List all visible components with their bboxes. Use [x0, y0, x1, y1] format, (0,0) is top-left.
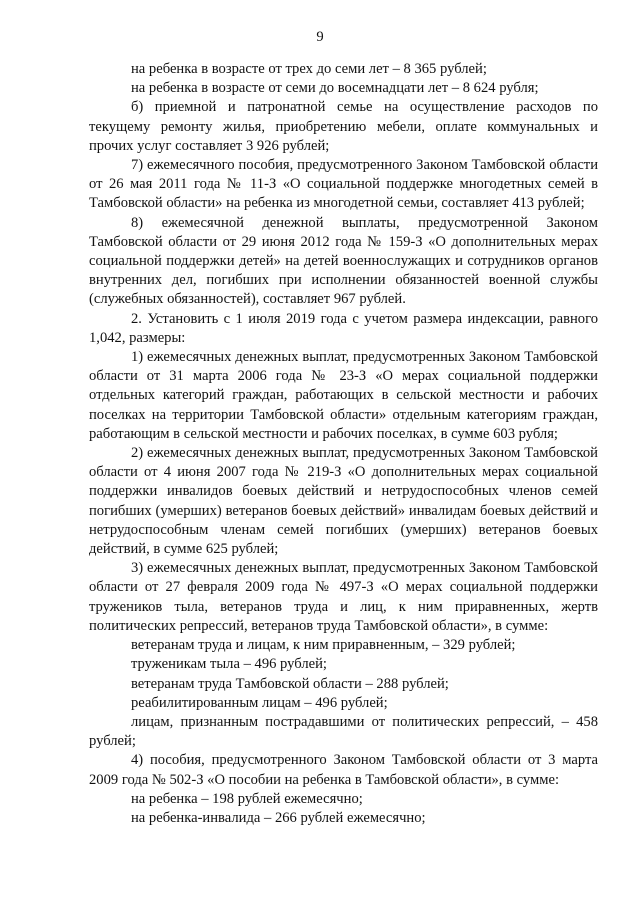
paragraph: 8) ежемесячной денежной выплаты, предусмотренной Законом Тамбовской области от 29 июня 2012 года № 159-З «О дополнительных мерах социальной поддержки детей» на детей военнослужащих и сотрудников органов внутренних дел, погибших при исполнении обязанностей военной службы (служебных обязанностей), составляет 967 рублей.	[89, 214, 598, 308]
paragraph: 4) пособия, предусмотренного Законом Тамбовской области от 3 марта 2009 года № 502-З «О пособии на ребенка в Тамбовской области», в сумме:	[89, 752, 598, 788]
paragraph: ветеранам труда и лицам, к ним приравненным, – 329 рублей;	[131, 637, 516, 654]
document-body	[89, 60, 598, 828]
page-number: 9	[316, 29, 324, 45]
paragraph: 1) ежемесячных денежных выплат, предусмотренных Законом Тамбовской области от 31 марта 2006 года № 23-З «О мерах социальной поддержки отдельных категорий граждан, работающих в сельской местности и рабочих поселках на территории Тамбовской области» отдельным категориям граждан, работающим в сельской местности и рабочих поселках, в сумме 603 рубля;	[89, 349, 598, 442]
paragraph: 2) ежемесячных денежных выплат, предусмотренных Законом Тамбовской области от 4 июня 2007 года № 219-З «О дополнительных мерах социальной поддержки инвалидов боевых действий и нетрудоспособных членов семей погибших (умерших) ветеранов боевых действий» инвалидам боевых действий и нетрудоспособным членам семей погибших (умерших) ветеранов боевых действий, в сумме 625 рублей;	[89, 445, 598, 558]
paragraph: на ребенка – 198 рублей ежемесячно;	[131, 790, 363, 807]
paragraph: на ребенка-инвалида – 266 рублей ежемесячно;	[131, 809, 426, 826]
paragraph: 3) ежемесячных денежных выплат, предусмотренных Законом Тамбовской области от 27 февраля 2009 года № 497-З «О мерах социальной поддержки тружеников тыла, ветеранов труда и лиц, к ним приравненных, жертв политических репрессий, ветеранов труда Тамбовской области», в сумме:	[89, 560, 598, 634]
paragraph: на ребенка в возрасте от семи до восемнадцати лет – 8 624 рубля;	[131, 80, 539, 97]
paragraph: 7) ежемесячного пособия, предусмотренного Законом Тамбовской области от 26 мая 2011 года № 11-З «О социальной поддержке многодетных семей в Тамбовской области» на ребенка из многодетной семьи, составляет 413 рублей;	[89, 157, 598, 212]
paragraph: лицам, признанным пострадавшими от политических репрессий, – 458 рублей;	[89, 713, 598, 750]
paragraph: реабилитированным лицам – 496 рублей;	[131, 694, 388, 711]
paragraph: на ребенка в возрасте от трех до семи лет – 8 365 рублей;	[131, 61, 487, 77]
paragraph: ветеранам труда Тамбовской области – 288 рублей;	[131, 675, 449, 692]
paragraph: 2. Установить с 1 июля 2019 года с учетом размера индексации, равного 1,042, размеры:	[89, 310, 598, 346]
paragraph: труженикам тыла – 496 рублей;	[131, 656, 327, 673]
paragraph: б) приемной и патронатной семье на осуществление расходов по текущему ремонту жилья, приобретению мебели, оплате коммунальных и прочих услуг составляет 3 926 рублей;	[89, 99, 598, 154]
